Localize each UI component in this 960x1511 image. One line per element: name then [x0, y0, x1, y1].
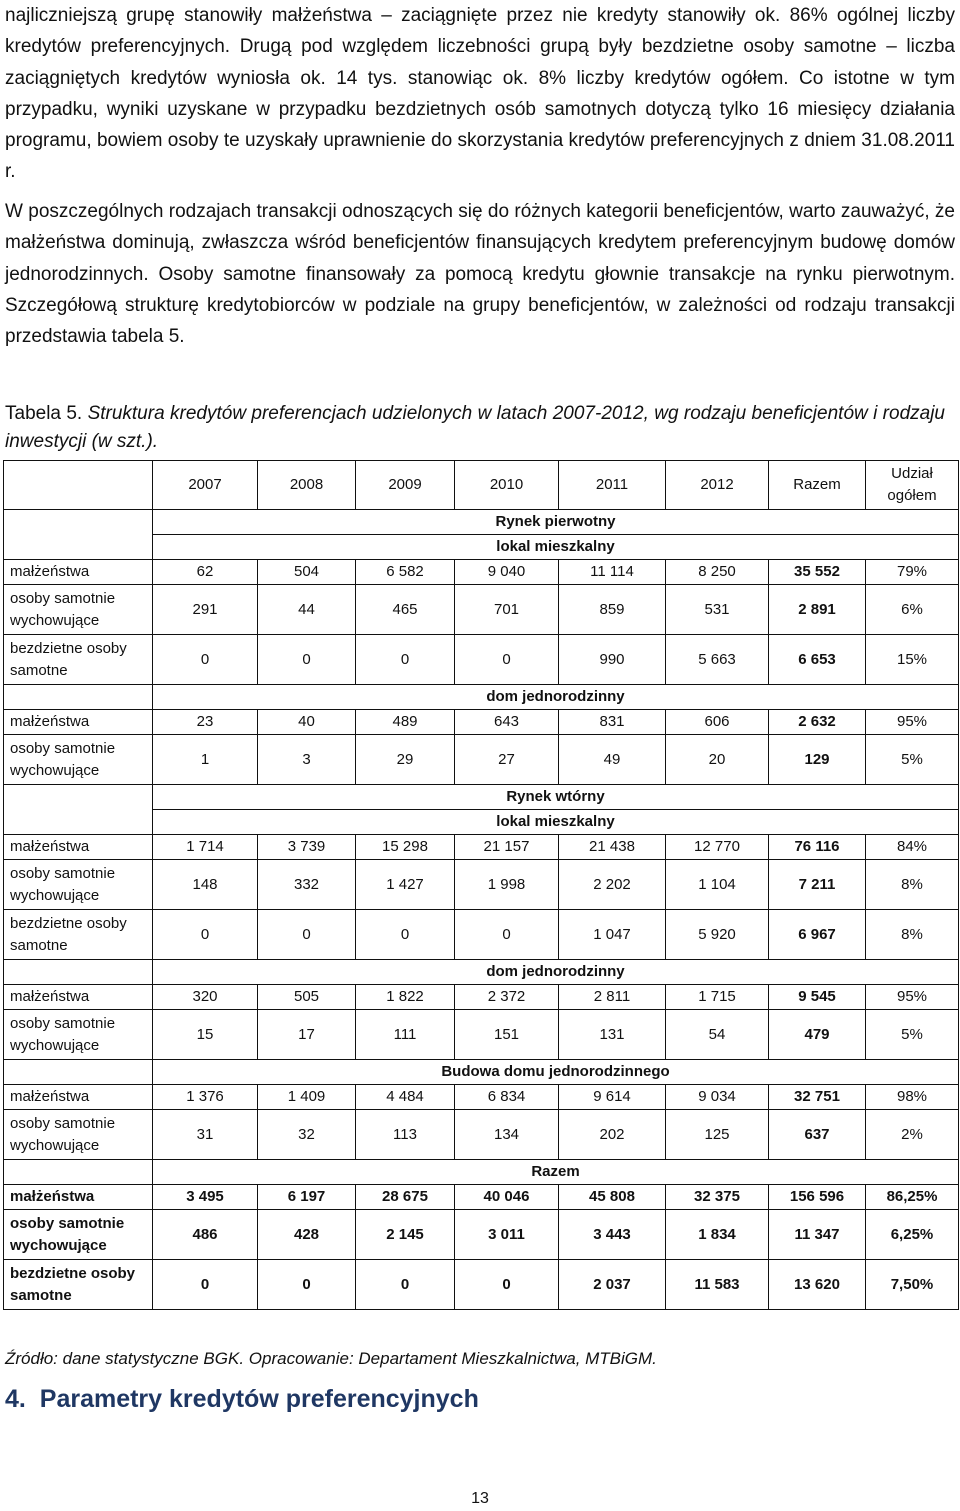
section-blank-cell [4, 960, 153, 985]
value-cell: 40 046 [455, 1185, 559, 1210]
value-cell: 486 [153, 1210, 258, 1260]
value-cell: 21 438 [559, 835, 666, 860]
value-cell: 1 376 [153, 1085, 258, 1110]
row-total: 2 891 [769, 585, 866, 635]
value-cell: 505 [258, 985, 356, 1010]
value-cell: 0 [258, 635, 356, 685]
table-source-note: Źródło: dane statystyczne BGK. Opracowanie: Departament Mieszkalnictwa, MTBiGM. [5, 1349, 657, 1368]
value-cell: 23 [153, 710, 258, 735]
body-paragraph-2: W poszczególnych rodzajach transakcji odnoszących się do różnych kategorii beneficjentów, warto zauważyć, że małżeństwa dominują, zwłaszcza wśród beneficjentów finansujących kredytem preferencyjnym budowę domów jednorodzinnych. Osoby samotne finansowały za pomocą kredytu głownie transakcje na rynku pierwotnym. Szczegółową strukturę kredytobiorców w podziale na grupy beneficjentów, w zależności od rodzaju transakcji przedstawia tabela 5. [5, 201, 955, 348]
value-cell: 0 [153, 910, 258, 960]
row-total: 11 347 [769, 1210, 866, 1260]
row-total: 479 [769, 1010, 866, 1060]
row-share: 98% [866, 1085, 959, 1110]
section-row-budowa-domu [4, 1060, 959, 1085]
header-cell: Razem [769, 461, 866, 510]
value-cell: 1 047 [559, 910, 666, 960]
section-blank-cell [4, 535, 153, 560]
value-cell: 45 808 [559, 1185, 666, 1210]
table-row [4, 1210, 959, 1260]
row-label: małżeństwa [4, 835, 153, 860]
row-share: 79% [866, 560, 959, 585]
value-cell: 2 202 [559, 860, 666, 910]
section-title: Parametry kredytów preferencyjnych [39, 1385, 479, 1413]
value-cell: 31 [153, 1110, 258, 1160]
section-blank-cell [4, 685, 153, 710]
table-row [4, 1260, 959, 1310]
section-label: Rynek wtórny [153, 785, 959, 810]
header-row [4, 461, 959, 510]
value-cell: 11 583 [666, 1260, 769, 1310]
header-cell: 2009 [356, 461, 455, 510]
value-cell: 0 [356, 1260, 455, 1310]
table-row [4, 985, 959, 1010]
row-share: 7,50% [866, 1260, 959, 1310]
row-share: 6,25% [866, 1210, 959, 1260]
section-label: dom jednorodzinny [153, 685, 959, 710]
subsection-row-dom-jednorodzinny [4, 685, 959, 710]
row-total: 32 751 [769, 1085, 866, 1110]
value-cell: 3 443 [559, 1210, 666, 1260]
value-cell: 531 [666, 585, 769, 635]
body-paragraph-1: najliczniejszą grupę stanowiły małżeństwa – zaciągnięte przez nie kredyty stanowiły ok. 86% ogólnej liczby kredytów preferencyjnych. Drugą pod względem liczebności grupą były bezdzietne osoby samotne – liczba zaciągniętych kredytów wyniosła ok. 14 tys. stanowiąc ok. 8% liczby kredytów ogółem. Co istotne w tym przypadku, wyniki uzyskane w przypadku bezdzietnych osób samotnych dotyczą tylko 16 miesięcy działania programu, bowiem osoby te uzyskały uprawnienie do skorzystania kredytów preferencyjnych z dniem 31.08.2011 r. [5, 5, 955, 183]
section-row-rynek-wtorny [4, 785, 959, 810]
value-cell: 465 [356, 585, 455, 635]
value-cell: 12 770 [666, 835, 769, 860]
value-cell: 148 [153, 860, 258, 910]
section-label: lokal mieszkalny [153, 535, 959, 560]
value-cell: 643 [455, 710, 559, 735]
table-row [4, 1185, 959, 1210]
row-total: 637 [769, 1110, 866, 1160]
value-cell: 0 [455, 910, 559, 960]
section-label: Rynek pierwotny [153, 510, 959, 535]
value-cell: 3 739 [258, 835, 356, 860]
row-total: 13 620 [769, 1260, 866, 1310]
section-label: dom jednorodzinny [153, 960, 959, 985]
row-share: 5% [866, 1010, 959, 1060]
value-cell: 701 [455, 585, 559, 635]
value-cell: 0 [153, 1260, 258, 1310]
row-label: osoby samotnie wychowujące [4, 1210, 153, 1260]
value-cell: 831 [559, 710, 666, 735]
row-label: bezdzietne osoby samotne [4, 910, 153, 960]
value-cell: 1 409 [258, 1085, 356, 1110]
value-cell: 504 [258, 560, 356, 585]
section-row-rynek-pierwotny [4, 510, 959, 535]
value-cell: 606 [666, 710, 769, 735]
section-row-razem [4, 1160, 959, 1185]
row-share: 95% [866, 710, 959, 735]
value-cell: 28 675 [356, 1185, 455, 1210]
value-cell: 113 [356, 1110, 455, 1160]
row-total: 7 211 [769, 860, 866, 910]
credit-structure-table [3, 460, 959, 1310]
value-cell: 21 157 [455, 835, 559, 860]
value-cell: 29 [356, 735, 455, 785]
value-cell: 0 [153, 635, 258, 685]
row-label: małżeństwa [4, 985, 153, 1010]
value-cell: 9 034 [666, 1085, 769, 1110]
value-cell: 1 427 [356, 860, 455, 910]
row-share: 86,25% [866, 1185, 959, 1210]
section-label: Razem [153, 1160, 959, 1185]
value-cell: 8 250 [666, 560, 769, 585]
value-cell: 111 [356, 1010, 455, 1060]
value-cell: 125 [666, 1110, 769, 1160]
row-share: 84% [866, 835, 959, 860]
section-number: 4. [5, 1385, 26, 1413]
section-blank-cell [4, 510, 153, 535]
row-total: 35 552 [769, 560, 866, 585]
table-row [4, 585, 959, 635]
row-share: 2% [866, 1110, 959, 1160]
table-caption-text: Struktura kredytów preferencjach udzielonych w latach 2007-2012, wg rodzaju beneficjentów i rodzaju inwestycji (w szt.). [5, 403, 945, 452]
value-cell: 2 037 [559, 1260, 666, 1310]
value-cell: 6 582 [356, 560, 455, 585]
section-label: lokal mieszkalny [153, 810, 959, 835]
value-cell: 5 663 [666, 635, 769, 685]
value-cell: 5 920 [666, 910, 769, 960]
value-cell: 1 [153, 735, 258, 785]
row-label: osoby samotnie wychowujące [4, 860, 153, 910]
value-cell: 17 [258, 1010, 356, 1060]
page-number: 13 [471, 1490, 489, 1507]
value-cell: 990 [559, 635, 666, 685]
table-row [4, 1010, 959, 1060]
value-cell: 151 [455, 1010, 559, 1060]
table-row [4, 1110, 959, 1160]
value-cell: 6 834 [455, 1085, 559, 1110]
row-label: bezdzietne osoby samotne [4, 1260, 153, 1310]
header-cell: 2011 [559, 461, 666, 510]
row-total: 129 [769, 735, 866, 785]
value-cell: 11 114 [559, 560, 666, 585]
value-cell: 1 104 [666, 860, 769, 910]
row-label: małżeństwa [4, 560, 153, 585]
row-share: 6% [866, 585, 959, 635]
table-row [4, 860, 959, 910]
row-label: małżeństwa [4, 710, 153, 735]
header-blank-cell [4, 461, 153, 510]
table-row [4, 635, 959, 685]
value-cell: 62 [153, 560, 258, 585]
value-cell: 332 [258, 860, 356, 910]
value-cell: 1 834 [666, 1210, 769, 1260]
value-cell: 15 298 [356, 835, 455, 860]
row-total: 9 545 [769, 985, 866, 1010]
section-blank-cell [4, 810, 153, 835]
header-cell: 2012 [666, 461, 769, 510]
value-cell: 131 [559, 1010, 666, 1060]
table-row [4, 835, 959, 860]
row-total: 76 116 [769, 835, 866, 860]
value-cell: 1 998 [455, 860, 559, 910]
value-cell: 3 495 [153, 1185, 258, 1210]
value-cell: 32 375 [666, 1185, 769, 1210]
subsection-row-lokal-mieszkalny [4, 535, 959, 560]
value-cell: 0 [455, 635, 559, 685]
value-cell: 0 [258, 1260, 356, 1310]
value-cell: 27 [455, 735, 559, 785]
row-share: 15% [866, 635, 959, 685]
value-cell: 1 714 [153, 835, 258, 860]
value-cell: 6 197 [258, 1185, 356, 1210]
value-cell: 2 145 [356, 1210, 455, 1260]
row-label: małżeństwa [4, 1085, 153, 1110]
subsection-row-lokal-mieszkalny [4, 810, 959, 835]
row-label: osoby samotnie wychowujące [4, 1010, 153, 1060]
row-label: osoby samotnie wychowujące [4, 585, 153, 635]
row-share: 8% [866, 860, 959, 910]
value-cell: 4 484 [356, 1085, 455, 1110]
value-cell: 134 [455, 1110, 559, 1160]
value-cell: 1 715 [666, 985, 769, 1010]
section-heading [5, 1385, 479, 1414]
header-cell: 2010 [455, 461, 559, 510]
value-cell: 0 [258, 910, 356, 960]
header-cell: Udział ogółem [866, 461, 959, 510]
header-cell: 2008 [258, 461, 356, 510]
row-share: 5% [866, 735, 959, 785]
table-body [4, 461, 959, 1310]
row-label: osoby samotnie wychowujące [4, 735, 153, 785]
value-cell: 3 011 [455, 1210, 559, 1260]
row-label: małżeństwa [4, 1185, 153, 1210]
value-cell: 2 811 [559, 985, 666, 1010]
value-cell: 489 [356, 710, 455, 735]
value-cell: 320 [153, 985, 258, 1010]
row-share: 95% [866, 985, 959, 1010]
table-caption [5, 400, 945, 456]
row-total: 6 653 [769, 635, 866, 685]
value-cell: 9 614 [559, 1085, 666, 1110]
value-cell: 0 [356, 635, 455, 685]
value-cell: 0 [356, 910, 455, 960]
value-cell: 0 [455, 1260, 559, 1310]
value-cell: 291 [153, 585, 258, 635]
section-label: Budowa domu jednorodzinnego [153, 1060, 959, 1085]
value-cell: 428 [258, 1210, 356, 1260]
table-row [4, 910, 959, 960]
value-cell: 15 [153, 1010, 258, 1060]
row-label: osoby samotnie wychowujące [4, 1110, 153, 1160]
table-row [4, 560, 959, 585]
value-cell: 44 [258, 585, 356, 635]
table-caption-label: Tabela 5. [5, 403, 83, 424]
value-cell: 32 [258, 1110, 356, 1160]
row-label: bezdzietne osoby samotne [4, 635, 153, 685]
table-row [4, 710, 959, 735]
row-total: 156 596 [769, 1185, 866, 1210]
section-blank-cell [4, 1060, 153, 1085]
subsection-row-dom-jednorodzinny [4, 960, 959, 985]
row-total: 2 632 [769, 710, 866, 735]
header-cell: 2007 [153, 461, 258, 510]
value-cell: 2 372 [455, 985, 559, 1010]
section-blank-cell [4, 785, 153, 810]
value-cell: 859 [559, 585, 666, 635]
value-cell: 20 [666, 735, 769, 785]
value-cell: 49 [559, 735, 666, 785]
row-share: 8% [866, 910, 959, 960]
row-total: 6 967 [769, 910, 866, 960]
value-cell: 3 [258, 735, 356, 785]
table-row [4, 735, 959, 785]
table-row [4, 1085, 959, 1110]
value-cell: 1 822 [356, 985, 455, 1010]
section-blank-cell [4, 1160, 153, 1185]
value-cell: 9 040 [455, 560, 559, 585]
value-cell: 40 [258, 710, 356, 735]
value-cell: 54 [666, 1010, 769, 1060]
value-cell: 202 [559, 1110, 666, 1160]
